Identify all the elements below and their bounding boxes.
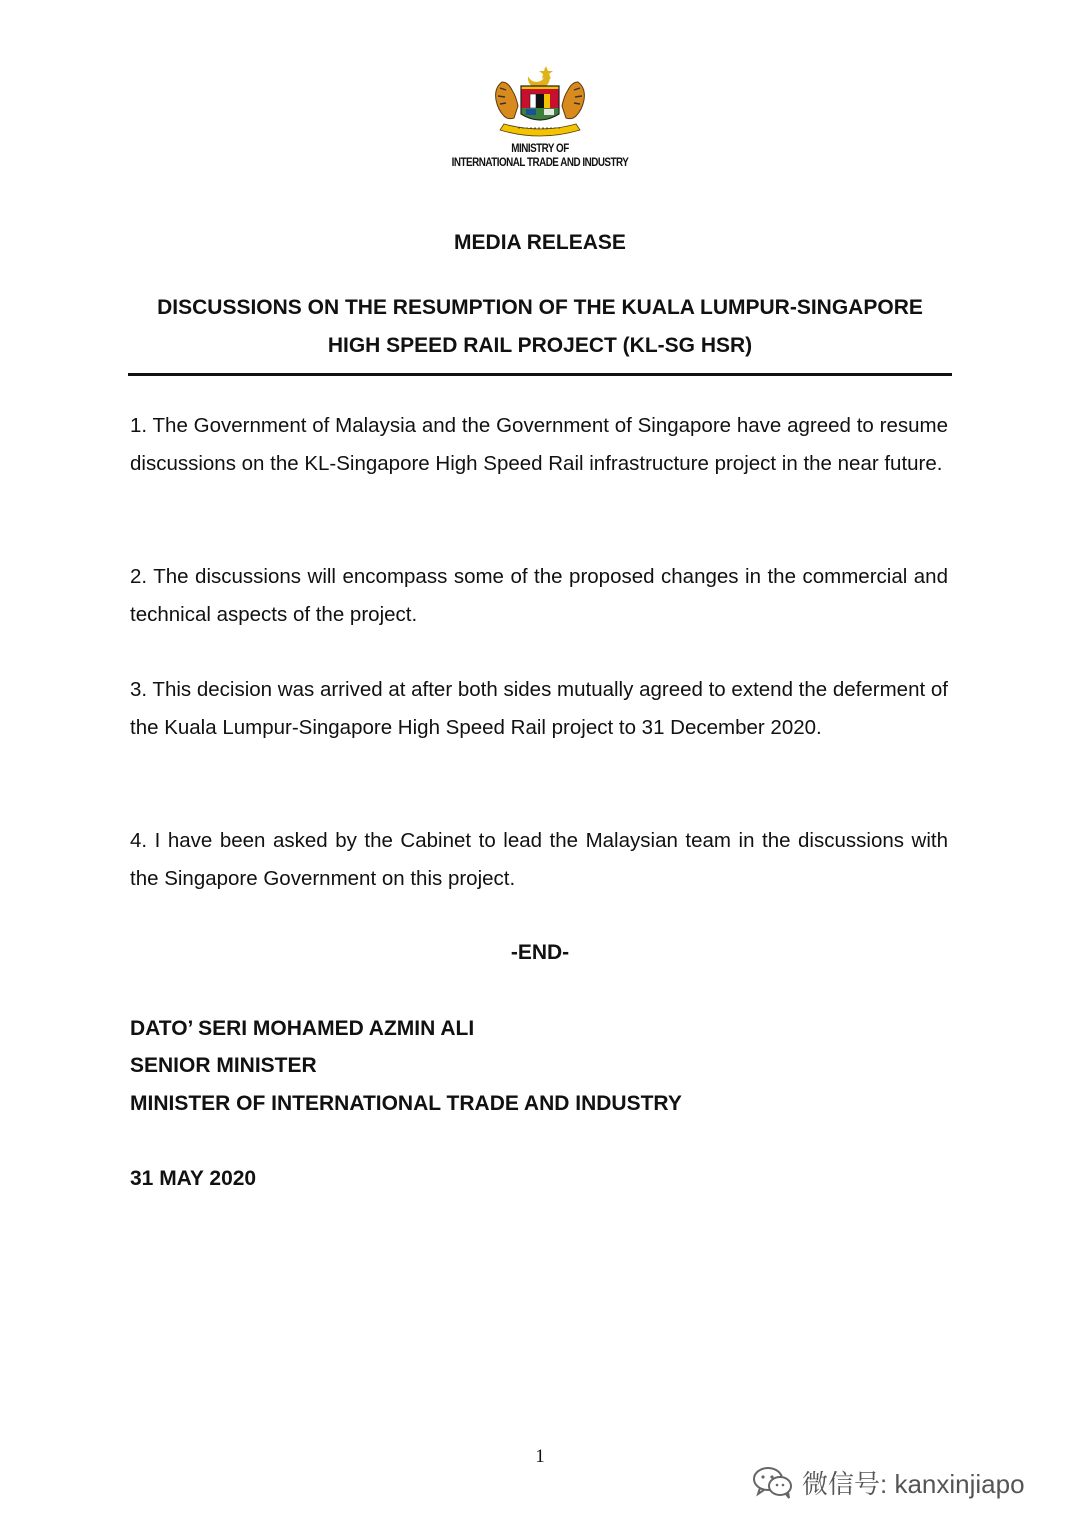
paragraph-2: 2. The discussions will encompass some of the proposed changes in the commercial and technical aspects of the project. — [130, 565, 948, 626]
paragraph-3: 3. This decision was arrived at after both sides mutually agreed to extend the deferment of the Kuala Lumpur-Singapore High Speed Rail project to 31 December 2020. — [130, 678, 948, 739]
title-divider — [128, 373, 952, 376]
signatory-role-1: SENIOR MINISTER — [130, 1054, 317, 1077]
signatory-role-2: MINISTER OF INTERNATIONAL TRADE AND INDUSTRY — [130, 1092, 682, 1115]
watermark-text: 微信号: kanxinjiapo — [802, 1468, 1025, 1499]
ministry-name-line2: INTERNATIONAL TRADE AND INDUSTRY — [451, 155, 629, 169]
document-title-line1: DISCUSSIONS ON THE RESUMPTION OF THE KUALA LUMPUR-SINGAPORE — [157, 296, 923, 319]
document-title-line2: HIGH SPEED RAIL PROJECT (KL-SG HSR) — [327, 334, 753, 357]
paragraph-1: 1. The Government of Malaysia and the Government of Singapore have agreed to resume discussions on the KL-Singapore High Speed Rail infrastructure project in the near future. — [130, 414, 948, 475]
wechat-icon — [752, 1465, 794, 1499]
watermark — [752, 1462, 1025, 1502]
paragraph-4: 4. I have been asked by the Cabinet to lead the Malaysian team in the discussions with the Singapore Government on this project. — [130, 829, 948, 890]
release-type-heading: MEDIA RELEASE — [454, 231, 626, 254]
ministry-name-line1: MINISTRY OF — [511, 141, 569, 155]
end-marker: -END- — [510, 941, 570, 964]
release-date: 31 MAY 2020 — [130, 1167, 257, 1190]
signatory-name: DATO’ SERI MOHAMED AZMIN ALI — [130, 1017, 475, 1040]
malaysia-coat-of-arms-icon — [488, 62, 592, 140]
page-number: 1 — [535, 1446, 545, 1467]
